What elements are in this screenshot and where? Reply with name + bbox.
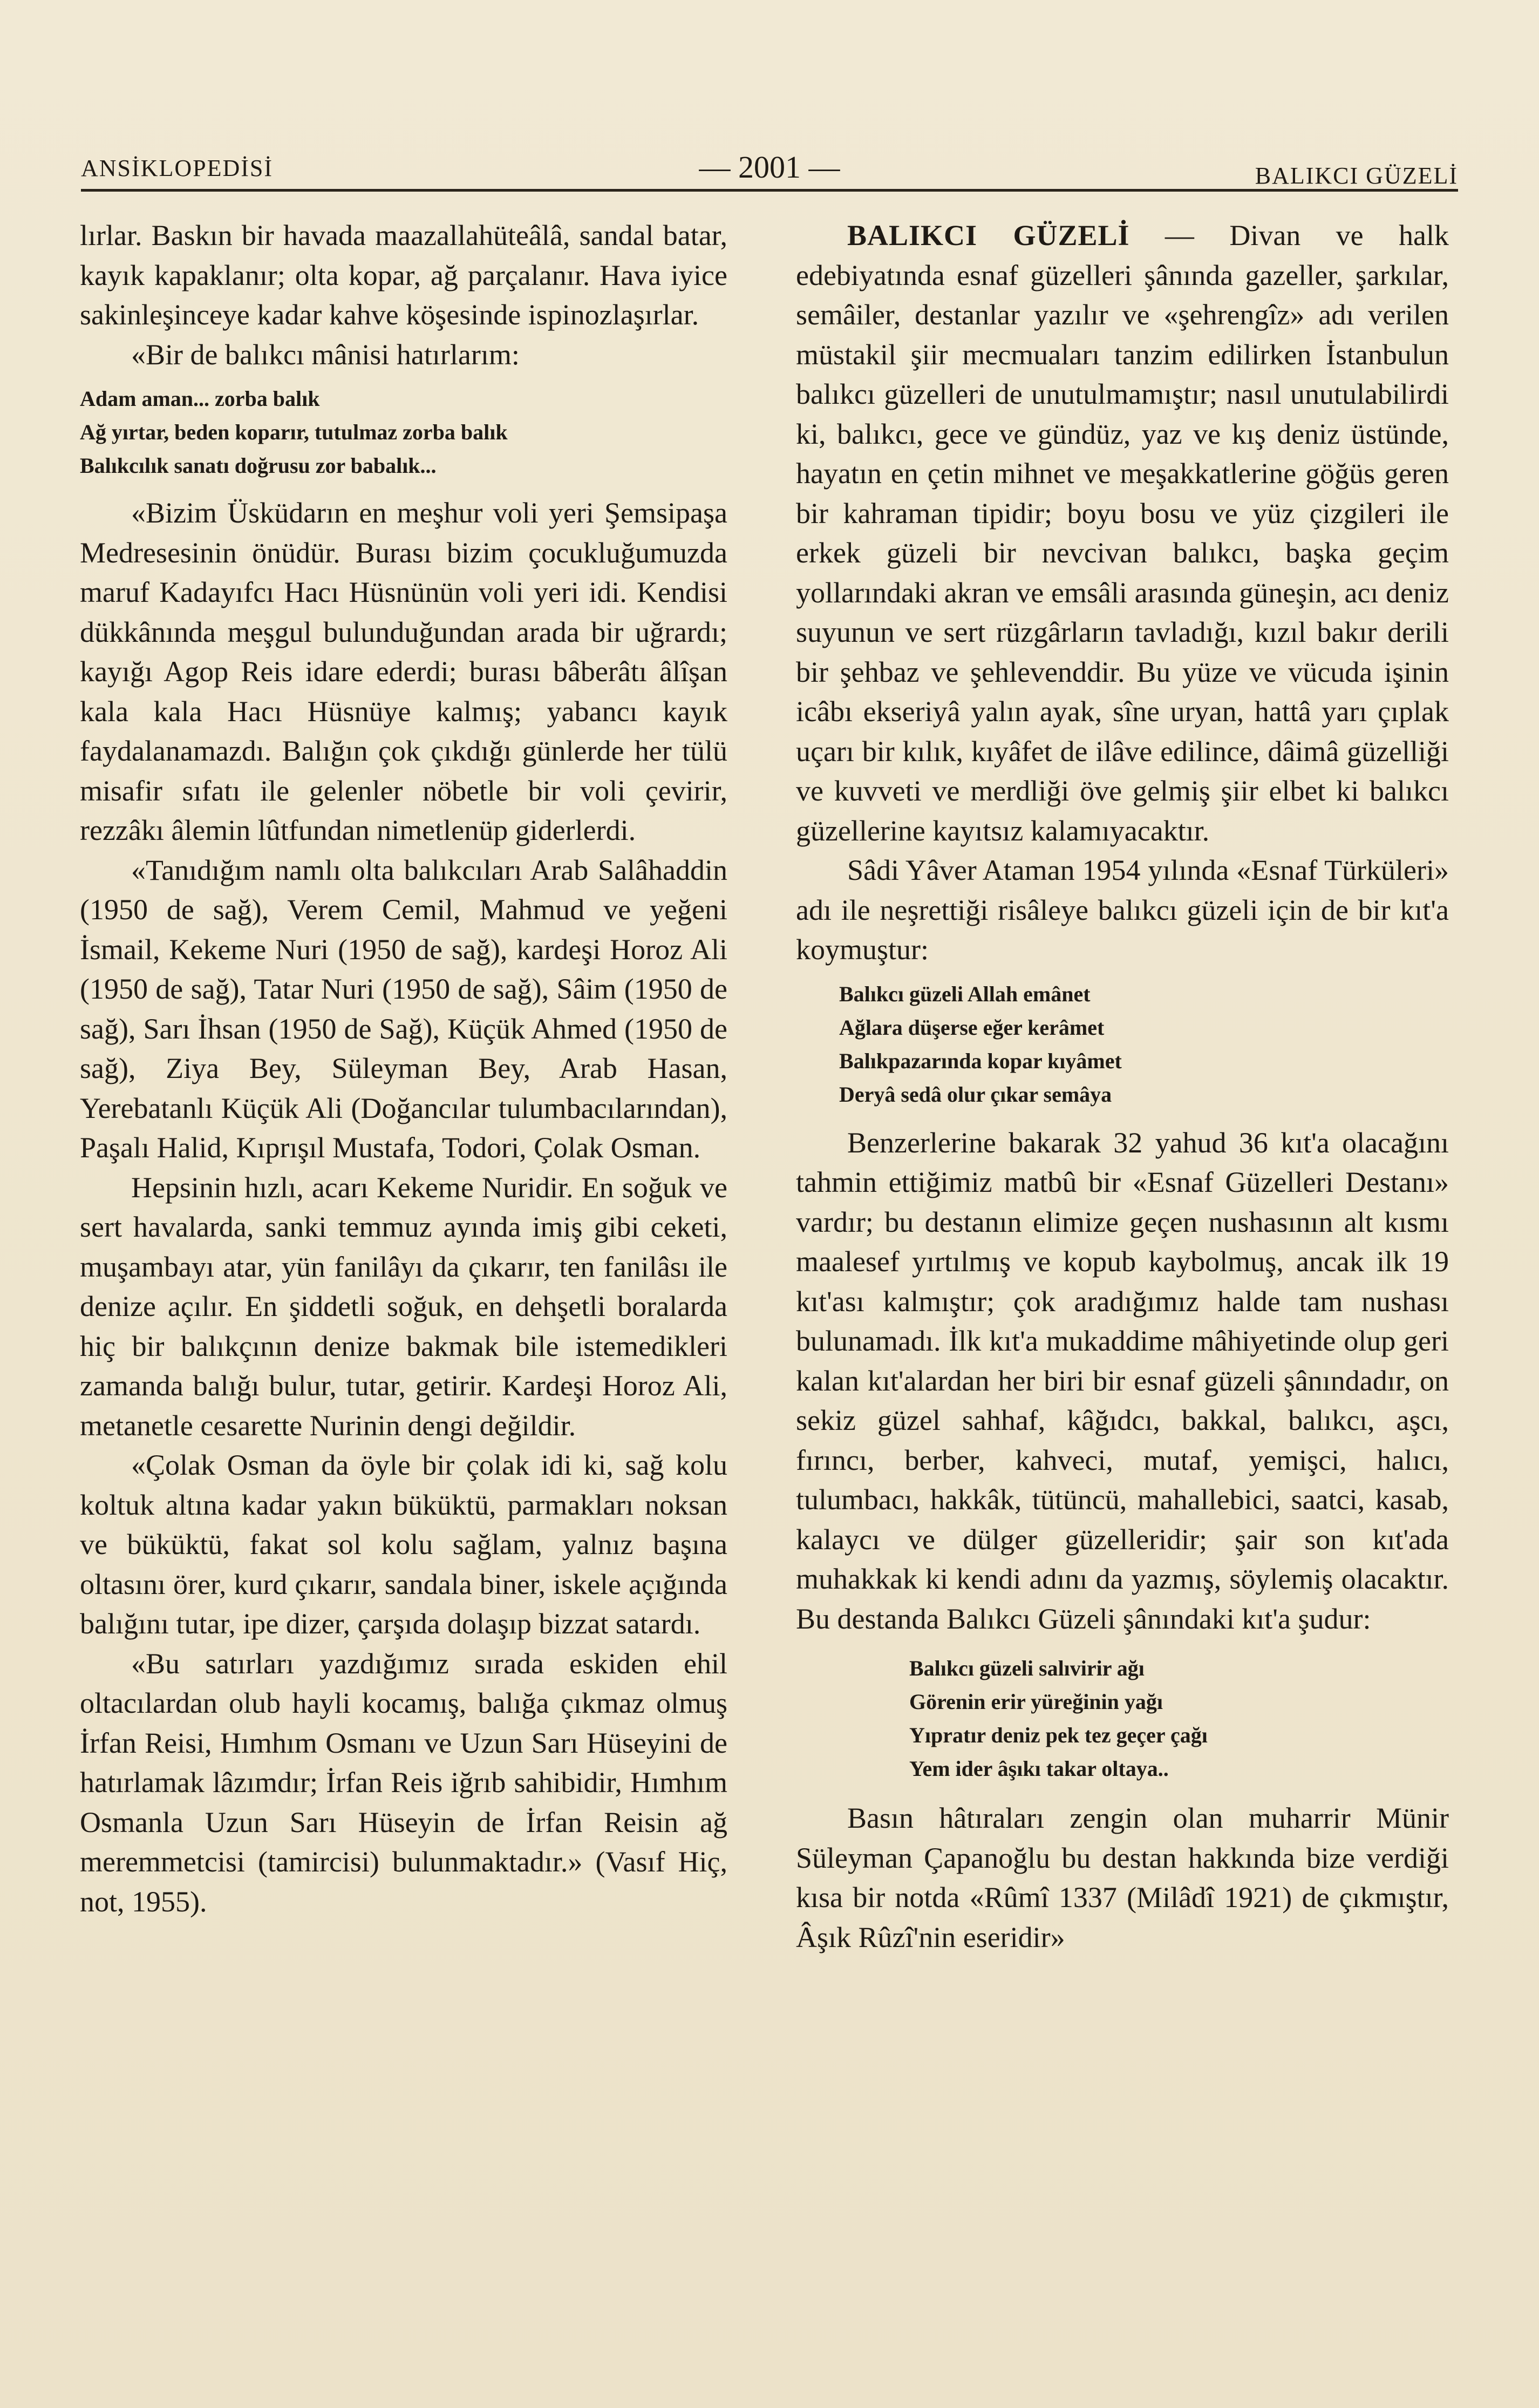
kita-verse <box>839 978 1449 1111</box>
paragraph: Benzerlerine bakarak 32 yahud 36 kıt'a olacağını tahmin ettiğimiz matbû bir «Esnaf Güzelleri Destanı» vardır; bu destanın elimize geçen nushasının alt kısmı maalesef yırtılmış ve kopub kaybolmuş, ancak ilk 19 kıt'ası kalmıştır; çok aradığımız halde tam nushası bulunamadı. İlk kıt'a mukaddime mâhiyetinde olup geri kalan kıt'alardan her biri bir esnaf güzeli şânındadır, on sekiz güzel sahhaf, kâğıdcı, bakkal, balıkcı, aşcı, fırıncı, berber, kahveci, mutaf, yemişci, halıcı, tulumbacı, hakkâk, tütüncü, mahallebici, saatci, kasab, kalaycı ve dülger güzelleridir; şair son kıt'ada muhakkak ki kendi adını da yazmış, söylemiş olacaktır. Bu destanda Balıkcı Güzeli şânındaki kıt'a şudur: <box>796 1126 1449 1635</box>
verse-line: Balıkpazarında kopar kıyâmet <box>839 1048 1122 1073</box>
verse-line: Balıkcı güzeli salıvirir ağı <box>909 1656 1145 1680</box>
verse-line: Ağ yırtar, beden koparır, tutulmaz zorba balık <box>80 420 508 444</box>
page-header <box>81 150 1458 188</box>
right-column <box>796 216 1449 1957</box>
paragraph: «Çolak Osman da öyle bir çolak idi ki, sağ kolu koltuk altına kadar yakın büküktü, parmakları noksan ve büküktü, fakat sol kolu sağlam, yalnız başına oltasını örer, kurd çıkarır, sandala biner, iskele açığında balığını tutar, ipe dizer, çarşıda dolaşıp bizzat satardı. <box>80 1449 727 1640</box>
header-encyclopedia-label: ANSİKLOPEDİSİ <box>81 155 273 181</box>
verse-line: Yem ider âşıkı takar oltaya.. <box>909 1756 1169 1781</box>
paragraph-text: — Divan ve halk edebiyatında esnaf güzelleri şânında gazeller, şarkılar, semâiler, destanlar yazılır ve «şehrengîz» adı verilen müstakil şiir mecmuaları tanzim edilirken İstanbulun balıkcı güzelleri de unutulmamıştır; nasıl unutulabilirdi ki, balıkcı, gece ve gündüz, yaz ve kış deniz üstünde, hayatın en çetin mihnet ve meşakkatlerine göğüs geren bir kahraman tipidir; boyu bosu ve yüz çizgileri ile erkek güzeli bir nevcivan balıkcı, başka geçim yollarındaki akran ve emsâli arasında güneşin, acı deniz suyunun ve sert rüzgârların tavladığı, kızıl bakır derili bir şehbaz ve şehlevenddir. Bu yüze ve vücuda işinin icâbı ekseriyâ yalın ayak, sîne uryan, hattâ yarı çıplak uçarı bir kılık, kıyâfet de ilâve edilince, dâimâ güzelliği ve kuvveti ve merdliği öve gelmiş şiir elbet ki balıkcı güzellerine kayıtsız kalamıyacaktır. <box>796 219 1449 847</box>
entry-intro <box>796 216 1449 851</box>
paragraph: «Bir de balıkcı mânisi hatırlarım: <box>131 338 520 371</box>
verse-line: Adam aman... zorba balık <box>80 386 320 411</box>
paragraph: Hepsinin hızlı, acarı Kekeme Nuridir. En soğuk ve sert havalarda, sanki temmuz ayında imiş gibi ceketi, muşambayı atar, yün fanilâyı da çıkarır, ten fanilâsı ile denize açılır. En şiddetli soğuk, en dehşetli boralarda hiç bir balıkçının denize bakmak bile istemedikleri zamanda balığı bulur, tutar, getirir. Kardeşi Horoz Ali, metanetle cesarette Nurinin dengi değildir. <box>80 1171 727 1442</box>
mani-verse <box>80 382 727 483</box>
verse-line: Ağlara düşerse eğer kerâmet <box>839 1015 1105 1040</box>
verse-line: Deryâ sedâ olur çıkar semâya <box>839 1082 1112 1107</box>
paragraph: «Bizim Üsküdarın en meşhur voli yeri Şemsipaşa Medresesinin önüdür. Burası bizim çocukluğumuzda maruf Kadayıfcı Hacı Hüsnünün voli yeri idi. Kendisi dükkânında meşgul bulunduğundan arada bir uğrardı; kayığı Agop Reis idare ederdi; burası bâberâtı âlîşan kala kala Hacı Hüsnüye kalmış; yabancı kayık faydalanamazdı. Balığın çok çıkdığı günlerde her tülü misafir sıfatı ile gelenler nöbetle bir voli çevirir, rezzâkı âlemin lûtfundan nimetlenüp giderlerdi. <box>80 497 727 846</box>
page-number: — 2001 — <box>699 150 840 185</box>
destan-verse <box>909 1652 1449 1786</box>
paragraph: Sâdi Yâver Ataman 1954 yılında «Esnaf Türküleri» adı ile neşrettiği risâleye balıkcı güzeli için de bir kıt'a koymuştur: <box>796 854 1449 966</box>
verse-line: Balıkcı güzeli Allah emânet <box>839 981 1091 1006</box>
verse-line: Balıkcılık sanatı doğrusu zor babalık... <box>80 453 437 478</box>
paragraph: lırlar. Baskın bir havada maazallahüteâlâ, sandal batar, kayık kapaklanır; olta kopar, ağ parçalanır. Hava iyice sakinleşinceye kadar kahve köşesinde ispinozlaşırlar. <box>80 219 727 331</box>
header-rule <box>81 189 1458 192</box>
paragraph: «Bu satırları yazdığımız sırada eskiden ehil oltacılardan olub hayli kocamış, balığa çıkmaz olmuş İrfan Reisi, Hımhım Osmanı ve Uzun Sarı Hüseyini de hatırlamak lâzımdır; İrfan Reis iğrıb sahibidir, Hımhım Osmanla Uzun Sarı Hüseyin de İrfan Reisin ağ meremmetcisi (tamircisi) bulunmaktadır.» (Vasıf Hiç, not, 1955). <box>80 1647 727 1918</box>
verse-line: Görenin erir yüreğinin yağı <box>909 1690 1163 1714</box>
paragraph: «Tanıdığım namlı olta balıkcıları Arab Salâhaddin (1950 de sağ), Verem Cemil, Mahmud ve yeğeni İsmail, Kekeme Nuri (1950 de sağ), kardeşi Horoz Ali (1950 de sağ), Tatar Nuri (1950 de sağ), Sâim (1950 de sağ), Sarı İhsan (1950 de Sağ), Küçük Ahmed (1950 de sağ), Ziya Bey, Süleyman Bey, Arab Hasan, Yerebatanlı Küçük Ali (Doğancılar tulumbacılarından), Paşalı Halid, Kıprışıl Mustafa, Todori, Çolak Osman. <box>80 853 727 1164</box>
entry-title: BALIKCI GÜZELİ <box>847 219 1130 252</box>
verse-line: Yıpratır deniz pek tez geçer çağı <box>909 1723 1208 1747</box>
header-entry-label: BALIKCI GÜZELİ <box>1255 162 1458 189</box>
left-column <box>80 216 727 1922</box>
paragraph: Basın hâtıraları zengin olan muharrir Münir Süleyman Çapanoğlu bu destan hakkında bize verdiği kısa bir notda «Rûmî 1337 (Milâdî 1921) de çıkmıştır, Âşık Rûzî'nin eseridir» <box>796 1802 1449 1953</box>
